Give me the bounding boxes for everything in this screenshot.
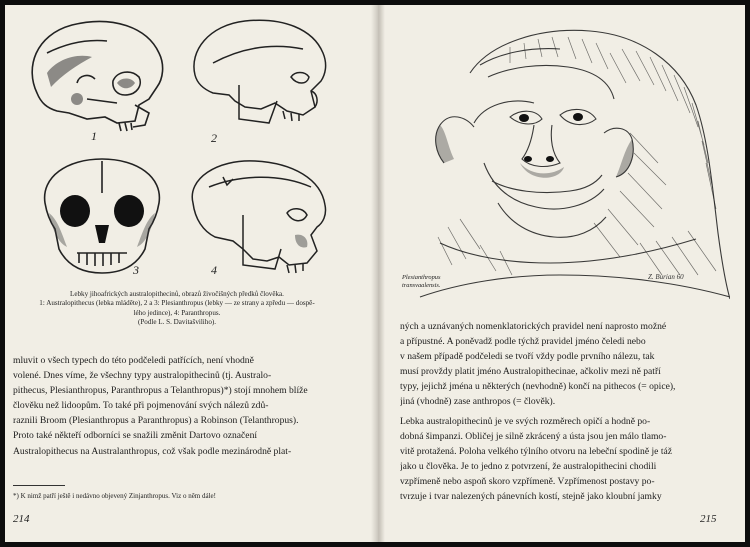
text-line: jiná (vhodně) zase anthropos (= člověk). <box>400 396 556 408</box>
hominid-head-drawing <box>400 13 730 303</box>
left-page <box>5 5 375 542</box>
figure-number-4: 4 <box>211 263 217 277</box>
text-line: mluvit o všech typech do této podčeledi patřících, není vhodně <box>13 355 254 366</box>
paragraph-2 <box>400 414 720 505</box>
illustration-caption-line: transvaalensis. <box>402 282 441 289</box>
text-line: dobná šimpanzi. Obličej je silně zkrácený a ústa jsou jen málo tlamo- <box>400 430 667 442</box>
skull-figure-4 <box>183 153 343 278</box>
text-line: tvrzuje i tvar nalezených pánevních kostí, stejně jako kloubní jamky <box>400 491 662 503</box>
caption-line: 1: Australopithecus (lebka mláděte), 2 a 3: Plesianthropus (lebky — ze strany a zpředu — dospě- <box>39 299 315 308</box>
text-line: volené. Dnes víme, že všechny typy australopithecinů (tj. Australo- <box>13 370 272 382</box>
illustration-caption-line: Plesianthropus <box>402 274 441 281</box>
skull-figure-2 <box>183 15 338 145</box>
text-line: Lebka australopithecinů je ve svých rozměrech opičí a hodně po- <box>400 415 651 427</box>
text-line: a přípustné. A poněvadž podle týchž pravidel jméno čeledi nebo <box>400 336 646 348</box>
footnote: *) K nimž patří ještě i nedávno objevený Zinjanthropus. Viz o něm dále! <box>13 492 216 500</box>
skull-figure-3 <box>27 153 177 278</box>
left-body-text <box>13 353 333 459</box>
right-body-text <box>400 319 720 504</box>
skull-front-illustration <box>27 153 177 278</box>
text-line: Australopithecus na Australanthropus, což však podle mezinárodně plat- <box>13 445 292 457</box>
text-line: vzpřímeně nebo aspoň skoro vzpřímeně. Vzpřímenost postavy po- <box>400 475 655 487</box>
figure-number-3: 3 <box>133 263 139 277</box>
text-line: v našem případě podčeledi se tvoří vždy podle prvního nálezu, tak <box>400 351 655 363</box>
book-spread <box>5 5 745 542</box>
figure-caption <box>27 290 327 327</box>
artist-signature: Z. Burian 60 <box>648 273 684 281</box>
figure-number-2: 2 <box>211 131 217 145</box>
figure-number-1: 1 <box>91 129 97 143</box>
skull-outline-illustration <box>183 15 338 135</box>
text-line: raznili Broom (Plesianthropus a Paranthropus) a Robinson (Telanthropus). <box>13 415 299 427</box>
text-line: Proto také někteří odborníci se snažili změnit Dartovo označení <box>13 430 258 442</box>
plesianthropus-illustration <box>400 13 730 308</box>
caption-line: lého jedince), 4: Paranthropus. <box>133 308 221 317</box>
text-line: typy, jejichž jména u některých (nevhodně) končí na pithecos (= opice), <box>400 381 676 393</box>
caption-line: (Podle L. S. Davitašviliho). <box>137 317 217 326</box>
right-page <box>380 5 745 542</box>
caption-line: Lebky jihoafrických australopithecinů, obrazů živočišných předků člověka. <box>70 290 284 298</box>
skull-adult-illustration <box>183 153 343 278</box>
text-line: pithecus, Plesianthropus, Paranthropus a Telanthropus)*) stojí mnohem blíže <box>13 385 308 397</box>
text-line: vitě protažená. Poloha velkého týlního otvoru na lebeční spodině je táž <box>400 445 673 457</box>
page-number-left: 214 <box>13 513 30 525</box>
page-number-right: 215 <box>700 513 717 525</box>
skull-figure-1 <box>17 13 177 143</box>
text-line: člověku než lidoopům. To také při pojmenování svých nálezů zdů- <box>13 400 269 412</box>
illustration-caption <box>402 274 441 290</box>
text-line: jako u člověka. Je to jedno z potvrzení, že australopithecini chodili <box>400 460 657 472</box>
text-line: ných a uznávaných nomenklatorických pravidel není naprosto možné <box>400 321 667 332</box>
text-line: musí provždy platit jméno Australopithecinae, ačkoliv mezi ně patří <box>400 366 661 378</box>
skull-side-illustration <box>17 13 177 138</box>
footnote-rule <box>13 485 65 486</box>
